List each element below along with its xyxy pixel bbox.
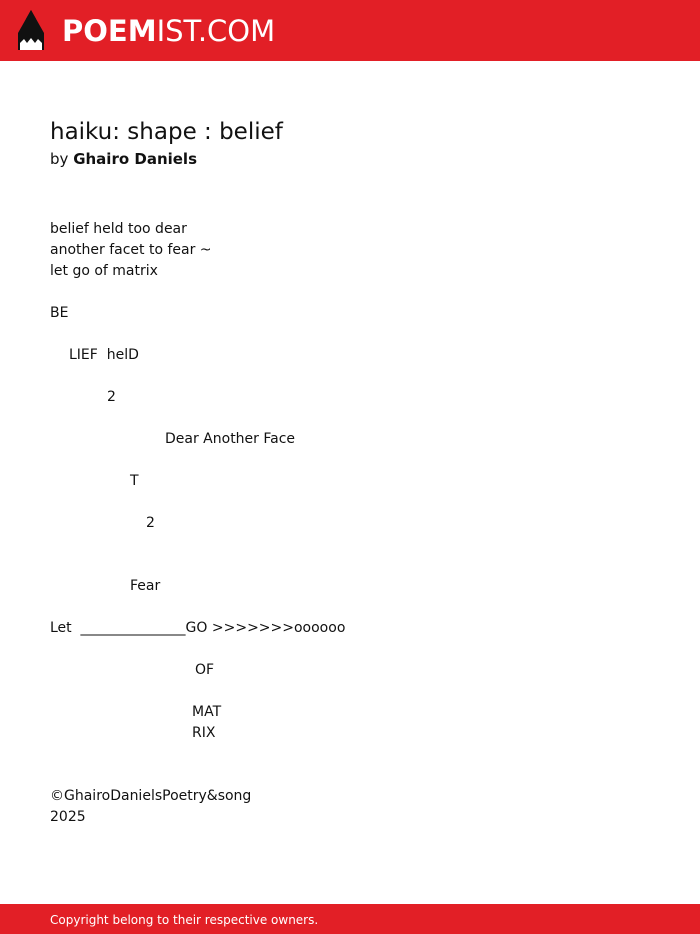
poem-line: 2: [146, 515, 155, 531]
poem-line: LIEF helD: [69, 347, 139, 363]
brand-light: IST.COM: [156, 14, 276, 48]
footer-copyright: Copyright belong to their respective owners.: [50, 913, 319, 927]
site-footer: [0, 904, 700, 934]
poem-byline: [50, 149, 197, 169]
author-name[interactable]: Ghairo Daniels: [73, 150, 198, 168]
poem-line: Fear: [130, 578, 161, 594]
poem-line: Dear Another Face: [165, 431, 296, 447]
pencil-icon[interactable]: [16, 9, 46, 52]
site-logo-text[interactable]: [62, 14, 275, 48]
poem-line: RIX: [192, 725, 216, 741]
poem-line: MAT: [192, 704, 222, 720]
brand-bold: POEM: [62, 14, 157, 48]
poem-line: let go of matrix: [50, 263, 158, 279]
copyright-line: ©GhairoDanielsPoetry&song: [50, 788, 252, 804]
poem-line: 2: [107, 389, 116, 405]
poem-line: OF: [195, 662, 215, 678]
site-header: [0, 0, 700, 61]
poem-line: Let _______________GO >>>>>>>oooooo: [50, 620, 346, 636]
poem-line: T: [130, 473, 139, 489]
poem-line: another facet to fear ~: [50, 242, 212, 258]
copyright-year: 2025: [50, 809, 86, 825]
by-label: by: [50, 150, 69, 168]
poem-line: belief held too dear: [50, 221, 187, 237]
poem-title: haiku: shape : belief: [50, 119, 283, 145]
poem-line: BE: [50, 305, 69, 321]
